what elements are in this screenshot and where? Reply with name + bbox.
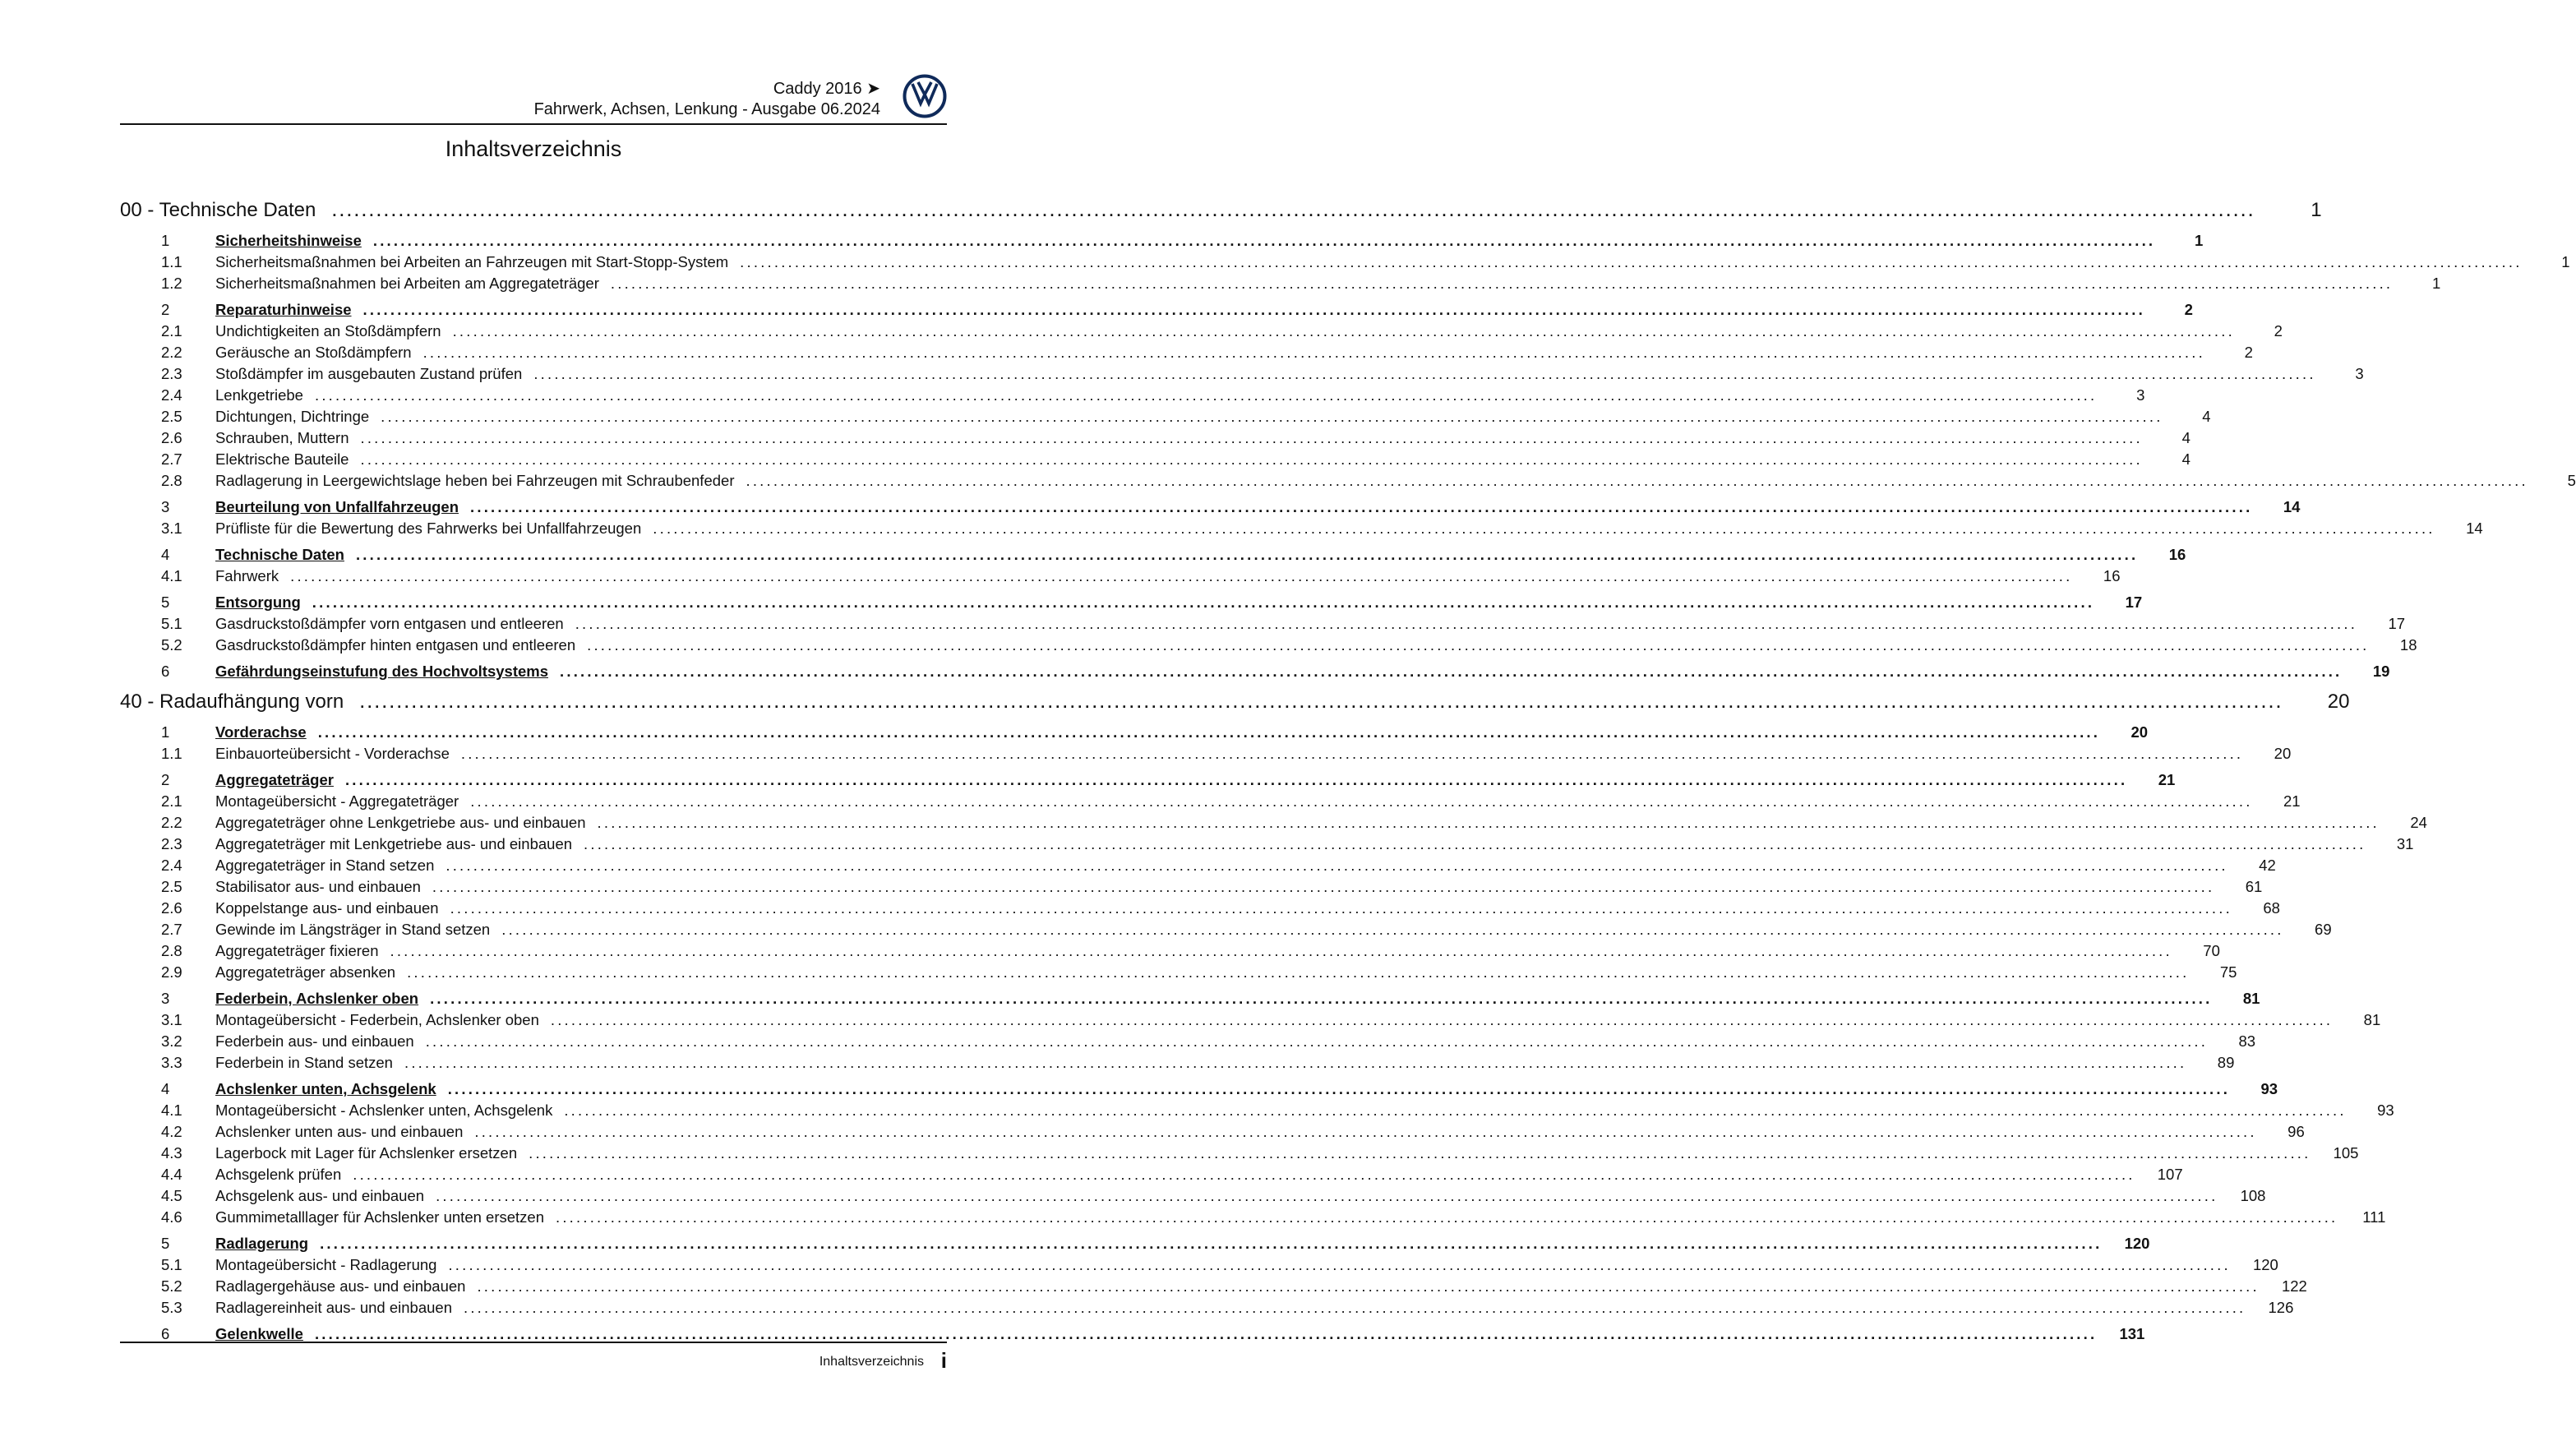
section-number: 4 bbox=[161, 546, 170, 563]
subsection-title: Aggregateträger fixieren bbox=[215, 942, 379, 959]
section-title: Aggregateträger bbox=[215, 771, 334, 788]
subsection-title: Lagerbock mit Lager für Achslenker ersetzen bbox=[215, 1144, 518, 1162]
header-title: Caddy 2016 ➤ bbox=[773, 80, 880, 98]
subsection-title: Sicherheitsmaßnahmen bei Arbeiten am Aggregateträger bbox=[215, 275, 599, 292]
subsection-page-number: 107 bbox=[2157, 1166, 2183, 1183]
subsection-number: 5.1 bbox=[161, 1256, 182, 1273]
section-number: 6 bbox=[161, 1325, 170, 1342]
subsection-number: 3.1 bbox=[161, 520, 182, 537]
dot-leader: .................................................................................................................................................................................................................................................................... bbox=[436, 1187, 2218, 1204]
subsection-title: Aggregateträger mit Lenkgetriebe aus- und einbauen bbox=[215, 835, 573, 852]
dot-leader: .................................................................................................................................................................................................................................................................... bbox=[746, 472, 2528, 489]
subsection-title: Lenkgetriebe bbox=[215, 386, 303, 404]
section-page-number: 17 bbox=[2125, 593, 2143, 611]
subsection-page-number: 105 bbox=[2333, 1144, 2359, 1162]
subsection-title: Prüfliste für die Bewertung des Fahrwerks bei Unfallfahrzeugen bbox=[215, 520, 642, 537]
dot-leader: .................................................................................................................................................................................................................................................................... bbox=[362, 301, 2145, 318]
dot-leader: .................................................................................................................................................................................................................................................................... bbox=[360, 695, 2284, 711]
subsection-page-number: 96 bbox=[2287, 1123, 2305, 1140]
chapter-title: 00 - Technische Daten bbox=[120, 199, 316, 221]
dot-leader: .................................................................................................................................................................................................................................................................... bbox=[460, 745, 2244, 762]
chapter-page-number: 1 bbox=[2311, 199, 2322, 221]
section-number: 3 bbox=[161, 990, 170, 1007]
toc-subsection[interactable] bbox=[120, 385, 2145, 406]
subsection-title: Radlagereinheit aus- und einbauen bbox=[215, 1299, 452, 1316]
toc-subsection[interactable] bbox=[120, 1164, 2183, 1185]
dot-leader: .................................................................................................................................................................................................................................................................... bbox=[470, 792, 2253, 810]
subsection-title: Sicherheitsmaßnahmen bei Arbeiten an Fahrzeugen mit Start-Stopp-System bbox=[215, 253, 729, 270]
subsection-number: 5.2 bbox=[161, 1277, 182, 1295]
volkswagen-logo-icon bbox=[903, 74, 947, 118]
toc-subsection[interactable] bbox=[120, 743, 2292, 764]
subsection-page-number: 31 bbox=[2396, 835, 2414, 852]
subsection-title: Stoßdämpfer im ausgebauten Zustand prüfen bbox=[215, 365, 523, 382]
toc-subsection[interactable] bbox=[120, 834, 2414, 855]
subsection-page-number: 18 bbox=[2399, 636, 2417, 654]
dot-leader: .................................................................................................................................................................................................................................................................... bbox=[432, 878, 2215, 895]
page-header bbox=[120, 79, 947, 125]
dot-leader: .................................................................................................................................................................................................................................................................... bbox=[533, 365, 2316, 382]
dot-leader: .................................................................................................................................................................................................................................................................... bbox=[610, 275, 2394, 292]
subsection-title: Gasdruckstoßdämpfer vorn entgasen und entleeren bbox=[215, 615, 564, 632]
section-number: 6 bbox=[161, 663, 170, 680]
dot-leader: .................................................................................................................................................................................................................................................................... bbox=[344, 771, 2128, 788]
dot-leader: .................................................................................................................................................................................................................................................................... bbox=[390, 942, 2172, 959]
subsection-page-number: 1 bbox=[2431, 275, 2441, 292]
toc-subsection[interactable] bbox=[120, 1100, 2394, 1121]
toc-subsection[interactable] bbox=[120, 1276, 2307, 1297]
subsection-page-number: 83 bbox=[2238, 1032, 2256, 1050]
footer-label: Inhaltsverzeichnis bbox=[819, 1355, 924, 1369]
section-page-number: 131 bbox=[2119, 1325, 2145, 1342]
subsection-number: 1.1 bbox=[161, 745, 182, 762]
subsection-page-number: 120 bbox=[2252, 1256, 2278, 1273]
subsection-number: 2.6 bbox=[161, 429, 182, 446]
section-number: 1 bbox=[161, 723, 170, 741]
table-of-contents bbox=[120, 196, 2576, 1345]
subsection-number: 2.5 bbox=[161, 408, 182, 425]
dot-leader: .................................................................................................................................................................................................................................................................... bbox=[360, 429, 2143, 446]
toc-section[interactable] bbox=[120, 230, 2204, 252]
subsection-page-number: 4 bbox=[2202, 408, 2211, 425]
subsection-page-number: 4 bbox=[2181, 429, 2191, 446]
subsection-page-number: 89 bbox=[2217, 1054, 2235, 1071]
section-page-number: 120 bbox=[2124, 1235, 2150, 1252]
subsection-number: 2.8 bbox=[161, 942, 182, 959]
toc-subsection[interactable] bbox=[120, 1031, 2256, 1052]
section-page-number: 81 bbox=[2242, 990, 2260, 1007]
subsection-number: 2.1 bbox=[161, 322, 182, 339]
dot-leader: .................................................................................................................................................................................................................................................................... bbox=[584, 835, 2366, 852]
subsection-number: 4.4 bbox=[161, 1166, 182, 1183]
section-page-number: 14 bbox=[2283, 498, 2301, 515]
subsection-title: Radlagerung in Leergewichtslage heben bei Fahrzeugen mit Schraubenfeder bbox=[215, 472, 735, 489]
toc-subsection[interactable] bbox=[120, 321, 2283, 342]
subsection-title: Dichtungen, Dichtringe bbox=[215, 408, 370, 425]
toc-subsection[interactable] bbox=[120, 635, 2417, 656]
dot-leader: .................................................................................................................................................................................................................................................................... bbox=[404, 1054, 2187, 1071]
subsection-page-number: 2 bbox=[2274, 322, 2283, 339]
subsection-number: 5.1 bbox=[161, 615, 182, 632]
subsection-page-number: 42 bbox=[2259, 857, 2276, 874]
dot-leader: .................................................................................................................................................................................................................................................................... bbox=[422, 344, 2205, 361]
subsection-number: 4.1 bbox=[161, 567, 182, 584]
section-page-number: 21 bbox=[2158, 771, 2176, 788]
subsection-page-number: 4 bbox=[2181, 450, 2191, 468]
toc-subsection[interactable] bbox=[120, 273, 2441, 294]
toc-subsection[interactable] bbox=[120, 613, 2406, 635]
chapter-title: 40 - Radaufhängung vorn bbox=[120, 690, 344, 713]
section-title: Technische Daten bbox=[215, 546, 344, 563]
toc-subsection[interactable] bbox=[120, 1052, 2235, 1074]
dot-leader: .................................................................................................................................................................................................................................................................... bbox=[587, 636, 2370, 654]
dot-leader: .................................................................................................................................................................................................................................................................... bbox=[407, 963, 2190, 981]
section-title: Beurteilung von Unfallfahrzeugen bbox=[215, 498, 459, 515]
subsection-page-number: 68 bbox=[2263, 899, 2280, 917]
toc-subsection[interactable] bbox=[120, 406, 2211, 427]
section-number: 2 bbox=[161, 301, 170, 318]
subsection-page-number: 126 bbox=[2268, 1299, 2294, 1316]
dot-leader: .................................................................................................................................................................................................................................................................... bbox=[317, 723, 2101, 741]
subsection-number: 2.9 bbox=[161, 963, 182, 981]
dot-leader: .................................................................................................................................................................................................................................................................... bbox=[450, 899, 2232, 917]
dot-leader: .................................................................................................................................................................................................................................................................... bbox=[560, 663, 2343, 680]
toc-subsection[interactable] bbox=[120, 1297, 2294, 1319]
subsection-number: 2.2 bbox=[161, 814, 182, 831]
dot-leader: .................................................................................................................................................................................................................................................................... bbox=[332, 203, 2256, 219]
dot-leader: .................................................................................................................................................................................................................................................................... bbox=[447, 1080, 2231, 1097]
toc-section[interactable] bbox=[120, 722, 2149, 743]
toc-section[interactable] bbox=[120, 661, 2390, 682]
chapter-page-number: 20 bbox=[2327, 690, 2350, 713]
subsection-number: 2.7 bbox=[161, 921, 182, 938]
subsection-page-number: 61 bbox=[2245, 878, 2263, 895]
dot-leader: .................................................................................................................................................................................................................................................................... bbox=[470, 498, 2253, 515]
subsection-title: Radlagergehäuse aus- und einbauen bbox=[215, 1277, 466, 1295]
subsection-title: Elektrische Bauteile bbox=[215, 450, 349, 468]
toc-subsection[interactable] bbox=[120, 363, 2364, 385]
section-page-number: 93 bbox=[2260, 1080, 2278, 1097]
toc-chapter[interactable] bbox=[120, 687, 2350, 717]
subsection-page-number: 122 bbox=[2281, 1277, 2307, 1295]
subsection-page-number: 111 bbox=[2362, 1208, 2386, 1226]
toc-section[interactable] bbox=[120, 544, 2186, 566]
page-title: Inhaltsverzeichnis bbox=[445, 136, 622, 161]
toc-subsection[interactable] bbox=[120, 252, 2570, 273]
subsection-number: 1.2 bbox=[161, 275, 182, 292]
subsection-title: Aggregateträger absenken bbox=[215, 963, 396, 981]
subsection-number: 2.3 bbox=[161, 835, 182, 852]
subsection-number: 2.6 bbox=[161, 899, 182, 917]
subsection-page-number: 20 bbox=[2274, 745, 2292, 762]
toc-subsection[interactable] bbox=[120, 1009, 2381, 1031]
subsection-page-number: 24 bbox=[2410, 814, 2427, 831]
toc-section[interactable] bbox=[120, 592, 2143, 613]
section-title: Gefährdungseinstufung des Hochvoltsystems bbox=[215, 663, 549, 680]
toc-section[interactable] bbox=[120, 496, 2301, 518]
toc-subsection[interactable] bbox=[120, 1143, 2359, 1164]
subsection-number: 2.8 bbox=[161, 472, 182, 489]
dot-leader: .................................................................................................................................................................................................................................................................... bbox=[312, 593, 2095, 611]
subsection-title: Achsgelenk prüfen bbox=[215, 1166, 342, 1183]
section-page-number: 16 bbox=[2168, 546, 2186, 563]
subsection-number: 4.5 bbox=[161, 1187, 182, 1204]
toc-subsection[interactable] bbox=[120, 566, 2121, 587]
subsection-number: 2.4 bbox=[161, 386, 182, 404]
toc-subsection[interactable] bbox=[120, 427, 2191, 449]
dot-leader: .................................................................................................................................................................................................................................................................... bbox=[564, 1102, 2347, 1119]
toc-subsection[interactable] bbox=[120, 1254, 2278, 1276]
toc-subsection[interactable] bbox=[120, 1185, 2266, 1207]
subsection-number: 3.2 bbox=[161, 1032, 182, 1050]
subsection-page-number: 81 bbox=[2363, 1011, 2381, 1028]
dot-leader: .................................................................................................................................................................................................................................................................... bbox=[653, 520, 2435, 537]
subsection-number: 2.5 bbox=[161, 878, 182, 895]
toc-subsection[interactable] bbox=[120, 919, 2332, 940]
toc-subsection[interactable] bbox=[120, 791, 2301, 812]
subsection-number: 2.7 bbox=[161, 450, 182, 468]
dot-leader: .................................................................................................................................................................................................................................................................... bbox=[353, 1166, 2135, 1183]
subsection-number: 4.3 bbox=[161, 1144, 182, 1162]
subsection-page-number: 108 bbox=[2240, 1187, 2266, 1204]
toc-chapter[interactable] bbox=[120, 196, 2322, 225]
section-page-number: 20 bbox=[2131, 723, 2149, 741]
dot-leader: .................................................................................................................................................................................................................................................................... bbox=[290, 567, 2073, 584]
subsection-page-number: 3 bbox=[2136, 386, 2145, 404]
section-number: 1 bbox=[161, 232, 170, 249]
dot-leader: .................................................................................................................................................................................................................................................................... bbox=[597, 814, 2380, 831]
dot-leader: .................................................................................................................................................................................................................................................................... bbox=[360, 450, 2143, 468]
section-page-number: 19 bbox=[2372, 663, 2390, 680]
subsection-number: 3.1 bbox=[161, 1011, 182, 1028]
subsection-title: Achsgelenk aus- und einbauen bbox=[215, 1187, 425, 1204]
page-footer bbox=[120, 1342, 947, 1373]
dot-leader: .................................................................................................................................................................................................................................................................... bbox=[425, 1032, 2209, 1050]
dot-leader: .................................................................................................................................................................................................................................................................... bbox=[314, 386, 2098, 404]
subsection-title: Fahrwerk bbox=[215, 567, 279, 584]
subsection-title: Montageübersicht - Aggregateträger bbox=[215, 792, 459, 810]
subsection-page-number: 69 bbox=[2315, 921, 2332, 938]
toc-subsection[interactable] bbox=[120, 940, 2220, 962]
toc-subsection[interactable] bbox=[120, 812, 2427, 834]
toc-subsection[interactable] bbox=[120, 1121, 2305, 1143]
dot-leader: .................................................................................................................................................................................................................................................................... bbox=[529, 1144, 2311, 1162]
header-subtitle: Fahrwerk, Achsen, Lenkung - Ausgabe 06.2024 bbox=[533, 100, 880, 118]
section-number: 5 bbox=[161, 593, 170, 611]
footer-page-number: i bbox=[940, 1348, 947, 1373]
subsection-title: Montageübersicht - Achslenker unten, Achsgelenk bbox=[215, 1102, 553, 1119]
section-number: 5 bbox=[161, 1235, 170, 1252]
section-page-number: 1 bbox=[2194, 232, 2204, 249]
section-title: Vorderachse bbox=[215, 723, 307, 741]
dot-leader: .................................................................................................................................................................................................................................................................... bbox=[372, 232, 2156, 249]
toc-section[interactable] bbox=[120, 299, 2193, 321]
section-title: Gelenkwelle bbox=[215, 1325, 303, 1342]
dot-leader: .................................................................................................................................................................................................................................................................... bbox=[314, 1325, 2098, 1342]
subsection-page-number: 17 bbox=[2388, 615, 2406, 632]
dot-leader: .................................................................................................................................................................................................................................................................... bbox=[474, 1123, 2257, 1140]
subsection-title: Federbein in Stand setzen bbox=[215, 1054, 393, 1071]
subsection-page-number: 16 bbox=[2103, 567, 2121, 584]
section-number: 3 bbox=[161, 498, 170, 515]
toc-section[interactable] bbox=[120, 1078, 2278, 1100]
subsection-number: 2.1 bbox=[161, 792, 182, 810]
subsection-page-number: 70 bbox=[2203, 942, 2220, 959]
dot-leader: .................................................................................................................................................................................................................................................................... bbox=[430, 990, 2213, 1007]
footer-divider bbox=[120, 1342, 947, 1343]
dot-leader: .................................................................................................................................................................................................................................................................... bbox=[464, 1299, 2246, 1316]
toc-subsection[interactable] bbox=[120, 518, 2483, 539]
toc-subsection[interactable] bbox=[120, 342, 2253, 363]
section-title: Achslenker unten, Achsgelenk bbox=[215, 1080, 436, 1097]
section-title: Radlagerung bbox=[215, 1235, 309, 1252]
dot-leader: .................................................................................................................................................................................................................................................................... bbox=[445, 857, 2228, 874]
toc-subsection[interactable] bbox=[120, 855, 2276, 876]
subsection-number: 3.3 bbox=[161, 1054, 182, 1071]
subsection-number: 4.2 bbox=[161, 1123, 182, 1140]
dot-leader: .................................................................................................................................................................................................................................................................... bbox=[381, 408, 2163, 425]
toc-subsection[interactable] bbox=[120, 449, 2191, 470]
section-page-number: 2 bbox=[2184, 301, 2193, 318]
dot-leader: .................................................................................................................................................................................................................................................................... bbox=[556, 1208, 2338, 1226]
toc-subsection[interactable] bbox=[120, 962, 2237, 983]
subsection-number: 5.3 bbox=[161, 1299, 182, 1316]
subsection-number: 2.4 bbox=[161, 857, 182, 874]
subsection-page-number: 1 bbox=[2561, 253, 2570, 270]
dot-leader: .................................................................................................................................................................................................................................................................... bbox=[550, 1011, 2334, 1028]
subsection-title: Gewinde im Längsträger in Stand setzen bbox=[215, 921, 491, 938]
section-number: 4 bbox=[161, 1080, 170, 1097]
subsection-title: Einbauorteübersicht - Vorderachse bbox=[215, 745, 450, 762]
section-title: Reparaturhinweise bbox=[215, 301, 352, 318]
subsection-title: Undichtigkeiten an Stoßdämpfern bbox=[215, 322, 441, 339]
subsection-number: 2.3 bbox=[161, 365, 182, 382]
dot-leader: .................................................................................................................................................................................................................................................................... bbox=[320, 1235, 2103, 1252]
subsection-number: 2.2 bbox=[161, 344, 182, 361]
subsection-title: Montageübersicht - Federbein, Achslenker oben bbox=[215, 1011, 539, 1028]
subsection-page-number: 2 bbox=[2244, 344, 2253, 361]
toc-subsection[interactable] bbox=[120, 898, 2280, 919]
dot-leader: .................................................................................................................................................................................................................................................................... bbox=[740, 253, 2523, 270]
subsection-title: Montageübersicht - Radlagerung bbox=[215, 1256, 437, 1273]
dot-leader: .................................................................................................................................................................................................................................................................... bbox=[477, 1277, 2260, 1295]
header-divider bbox=[120, 123, 947, 125]
section-title: Sicherheitshinweise bbox=[215, 232, 362, 249]
subsection-page-number: 21 bbox=[2283, 792, 2301, 810]
subsection-page-number: 93 bbox=[2377, 1102, 2394, 1119]
subsection-page-number: 3 bbox=[2355, 365, 2364, 382]
subsection-number: 5.2 bbox=[161, 636, 182, 654]
subsection-page-number: 14 bbox=[2466, 520, 2483, 537]
subsection-page-number: 75 bbox=[2219, 963, 2237, 981]
dot-leader: .................................................................................................................................................................................................................................................................... bbox=[448, 1256, 2231, 1273]
subsection-title: Koppelstange aus- und einbauen bbox=[215, 899, 439, 917]
subsection-title: Aggregateträger ohne Lenkgetriebe aus- und einbauen bbox=[215, 814, 586, 831]
subsection-title: Achslenker unten aus- und einbauen bbox=[215, 1123, 464, 1140]
dot-leader: .................................................................................................................................................................................................................................................................... bbox=[575, 615, 2358, 632]
subsection-number: 4.6 bbox=[161, 1208, 182, 1226]
subsection-title: Federbein aus- und einbauen bbox=[215, 1032, 414, 1050]
subsection-number: 4.1 bbox=[161, 1102, 182, 1119]
subsection-title: Schrauben, Muttern bbox=[215, 429, 349, 446]
subsection-title: Gasdruckstoßdämpfer hinten entgasen und entleeren bbox=[215, 636, 576, 654]
section-number: 2 bbox=[161, 771, 170, 788]
dot-leader: .................................................................................................................................................................................................................................................................... bbox=[355, 546, 2139, 563]
subsection-title: Stabilisator aus- und einbauen bbox=[215, 878, 421, 895]
toc-subsection[interactable] bbox=[120, 876, 2263, 898]
toc-section[interactable] bbox=[120, 769, 2176, 791]
subsection-title: Gummimetalllager für Achslenker unten ersetzen bbox=[215, 1208, 544, 1226]
dot-leader: .................................................................................................................................................................................................................................................................... bbox=[501, 921, 2284, 938]
toc-subsection[interactable] bbox=[120, 470, 2576, 492]
subsection-number: 1.1 bbox=[161, 253, 182, 270]
toc-subsection[interactable] bbox=[120, 1207, 2386, 1228]
subsection-page-number: 5 bbox=[2567, 472, 2576, 489]
section-title: Entsorgung bbox=[215, 593, 301, 611]
toc-section[interactable] bbox=[120, 1233, 2150, 1254]
dot-leader: .................................................................................................................................................................................................................................................................... bbox=[452, 322, 2235, 339]
toc-section[interactable] bbox=[120, 988, 2260, 1009]
subsection-title: Geräusche an Stoßdämpfern bbox=[215, 344, 412, 361]
section-title: Federbein, Achslenker oben bbox=[215, 990, 419, 1007]
subsection-title: Aggregateträger in Stand setzen bbox=[215, 857, 435, 874]
